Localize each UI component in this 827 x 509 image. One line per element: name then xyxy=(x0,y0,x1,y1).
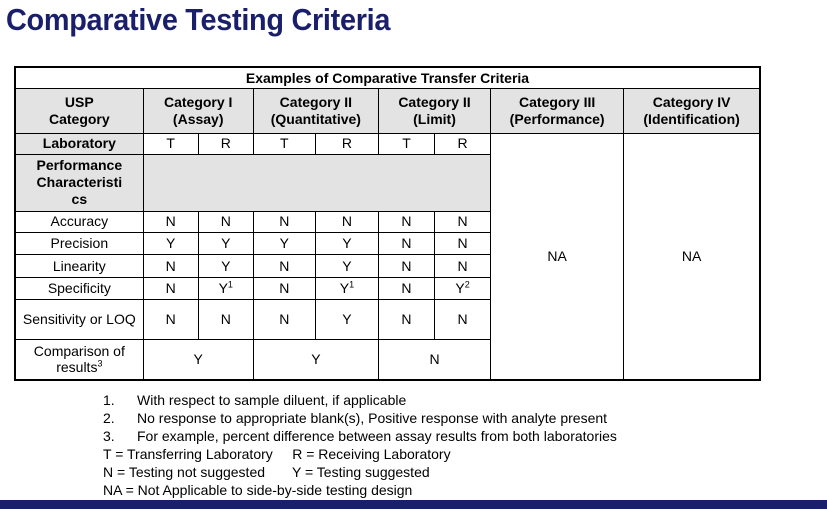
footnote: 3. For example, percent difference between assay results from both laboratories xyxy=(103,428,617,444)
table-cell: $Y^1$ xyxy=(315,277,378,299)
table-cell: N xyxy=(378,232,434,254)
page-title: Comparative Testing Criteria xyxy=(6,2,391,37)
header-category-ii-quantitative: Category II (Quantitative) xyxy=(253,89,378,134)
table-cell: Y xyxy=(315,255,378,277)
lab-code: T xyxy=(143,134,198,154)
table-caption: Examples of Comparative Transfer Criteria xyxy=(15,67,760,89)
comparison-value: Y xyxy=(143,339,253,380)
table-cell: N xyxy=(253,255,315,277)
comparison-value: Y xyxy=(253,339,378,380)
header-category-iv: Category IV (Identification) xyxy=(624,89,760,134)
table-cell: N xyxy=(435,211,491,232)
table-cell: N xyxy=(378,300,434,340)
table-cell: $Y^2$ xyxy=(435,277,491,299)
footnotes xyxy=(103,391,617,499)
lab-code: R xyxy=(315,134,378,154)
row-label: Linearity xyxy=(15,255,143,277)
table-cell: N xyxy=(198,211,253,232)
lab-code: R xyxy=(435,134,491,154)
header-usp-category: USP Category xyxy=(15,89,143,134)
row-label: Accuracy xyxy=(15,211,143,232)
row-label: Sensitivity or LOQ xyxy=(15,300,143,340)
footnote: 1. With respect to sample diluent, if applicable xyxy=(103,392,407,408)
table-cell: N xyxy=(253,211,315,232)
table-cell: Y xyxy=(198,232,253,254)
table-cell: Y xyxy=(315,300,378,340)
table-cell: N xyxy=(315,211,378,232)
table-cell: N xyxy=(435,300,491,340)
table-cell: N xyxy=(435,255,491,277)
lab-code: T xyxy=(378,134,434,154)
table-cell: N xyxy=(143,255,198,277)
row-label: Specificity xyxy=(15,277,143,299)
table-cell: N xyxy=(253,300,315,340)
footer-bar xyxy=(0,500,827,509)
criteria-table xyxy=(14,66,761,381)
table-cell: N xyxy=(143,277,198,299)
table-cell: N xyxy=(378,255,434,277)
comparison-label: Comparison of results$^3$ xyxy=(15,339,143,380)
table-cell: N xyxy=(143,300,198,340)
performance-gray-band xyxy=(143,154,490,211)
row-label: Precision xyxy=(15,232,143,254)
table-cell: N xyxy=(253,277,315,299)
legend-line: NA = Not Applicable to side-by-side testing design xyxy=(103,482,413,498)
header-category-i: Category I (Assay) xyxy=(143,89,253,134)
table-cell: N xyxy=(378,277,434,299)
legend-line: N = Testing not suggested Y = Testing suggested xyxy=(103,464,430,480)
legend-line: T = Transferring Laboratory R = Receiving Laboratory xyxy=(103,446,451,462)
table-cell: Y xyxy=(253,232,315,254)
footnote: 2. No response to appropriate blank(s), Positive response with analyte present xyxy=(103,410,608,426)
table-cell: N xyxy=(435,232,491,254)
table-cell: Y xyxy=(143,232,198,254)
header-category-iii: Category III (Performance) xyxy=(491,89,624,134)
performance-characteristics-label: Performance Characteristi cs xyxy=(15,154,143,211)
table-cell: $Y^1$ xyxy=(198,277,253,299)
table-cell: N xyxy=(378,211,434,232)
table-cell: Y xyxy=(315,232,378,254)
comparison-value: N xyxy=(378,339,490,380)
lab-code: R xyxy=(198,134,253,154)
header-category-ii-limit: Category II (Limit) xyxy=(378,89,490,134)
table-cell: N xyxy=(143,211,198,232)
category-iii-value: NA xyxy=(491,134,624,380)
laboratory-label: Laboratory xyxy=(15,134,143,154)
category-iv-value: NA xyxy=(624,134,760,380)
lab-code: T xyxy=(253,134,315,154)
table-cell: Y xyxy=(198,255,253,277)
table-cell: N xyxy=(198,300,253,340)
